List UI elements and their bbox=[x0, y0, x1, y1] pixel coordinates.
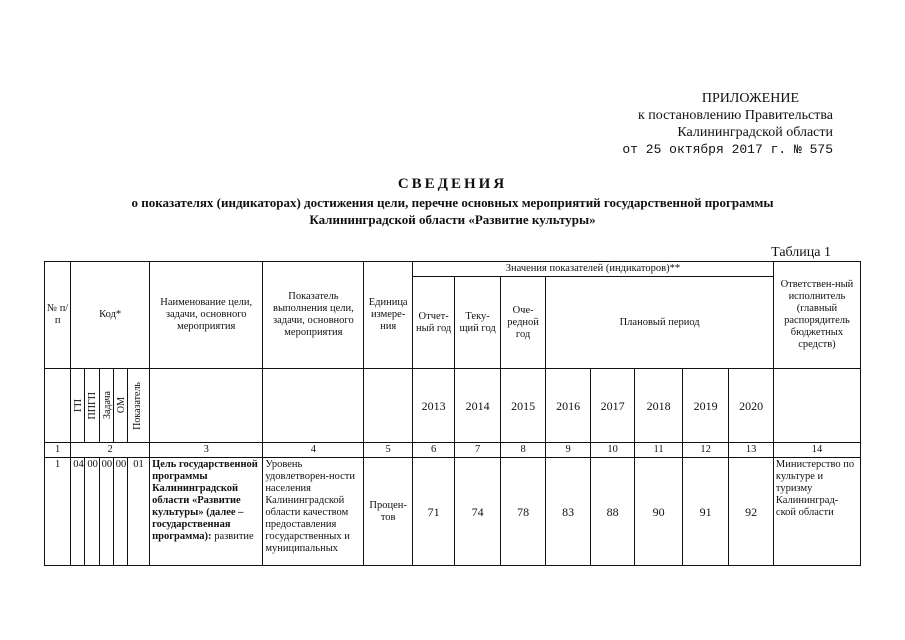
year-cell: 2015 bbox=[500, 369, 545, 443]
row-value: 91 bbox=[682, 458, 729, 566]
row-code-om: 00 bbox=[113, 458, 127, 566]
header-unit: Единица измере-ния bbox=[364, 262, 413, 369]
row-value: 71 bbox=[412, 458, 454, 566]
row-indicator: Уровень удовлетворен-ности населения Калининградской области качеством предоставления государственных и муниципальных bbox=[263, 458, 364, 566]
row-value: 90 bbox=[635, 458, 683, 566]
table-row bbox=[45, 458, 861, 566]
blank-cell bbox=[45, 369, 71, 443]
column-number: 2 bbox=[71, 443, 150, 458]
header-responsible: Ответствен-ный исполнитель (главный распорядитель бюджетных средств) bbox=[773, 262, 860, 369]
year-cell: 2019 bbox=[682, 369, 729, 443]
appendix-line-1: к постановлению Правительства bbox=[637, 108, 833, 123]
subtitle-line-2: Калининградской области «Развитие культуры» bbox=[309, 212, 596, 227]
appendix-block bbox=[622, 90, 833, 158]
header-reported-year: Отчет-ный год bbox=[412, 277, 454, 369]
appendix-title: ПРИЛОЖЕНИЕ bbox=[701, 91, 799, 106]
table-label: Таблица 1 bbox=[771, 245, 831, 260]
code-sub-indicator: Показатель bbox=[127, 369, 149, 443]
header-next-year: Оче-редной год bbox=[500, 277, 545, 369]
row-name-rest: развитие bbox=[211, 531, 254, 542]
code-sub-ppgp: ППГП bbox=[85, 369, 99, 443]
blank-cell bbox=[773, 369, 860, 443]
column-number: 9 bbox=[546, 443, 590, 458]
column-number: 13 bbox=[729, 443, 774, 458]
row-code-indicator: 01 bbox=[127, 458, 149, 566]
header-current-year: Теку-щий год bbox=[455, 277, 500, 369]
column-number: 7 bbox=[455, 443, 500, 458]
row-value: 74 bbox=[455, 458, 500, 566]
row-value: 83 bbox=[546, 458, 590, 566]
row-responsible: Министерство по культуре и туризму Калининград-ской области bbox=[773, 458, 860, 566]
code-sub-om: ОМ bbox=[113, 369, 127, 443]
year-cell: 2014 bbox=[455, 369, 500, 443]
year-cell: 2020 bbox=[729, 369, 774, 443]
appendix-date-line: от 25 октября 2017 г. № 575 bbox=[622, 142, 833, 157]
header-num: № п/п bbox=[45, 262, 71, 369]
row-num: 1 bbox=[45, 458, 71, 566]
code-sub-gp: ГП bbox=[71, 369, 85, 443]
document-subtitle bbox=[60, 194, 845, 228]
row-unit: Процен-тов bbox=[364, 458, 413, 566]
year-cell: 2018 bbox=[635, 369, 683, 443]
blank-cell bbox=[263, 369, 364, 443]
column-number: 6 bbox=[412, 443, 454, 458]
column-number: 10 bbox=[590, 443, 634, 458]
subtitle-line-1: о показателях (индикаторах) достижения цели, перечне основных мероприятий государственной программы bbox=[131, 195, 774, 210]
header-name: Наименование цели, задачи, основного мероприятия bbox=[150, 262, 263, 369]
row-value: 88 bbox=[590, 458, 634, 566]
column-number: 5 bbox=[364, 443, 413, 458]
header-code: Код* bbox=[71, 262, 150, 369]
column-number: 12 bbox=[682, 443, 729, 458]
year-cell: 2016 bbox=[546, 369, 590, 443]
year-cell: 2017 bbox=[590, 369, 634, 443]
row-code-gp: 04 bbox=[71, 458, 85, 566]
header-values-group: Значения показателей (индикаторов)** bbox=[412, 262, 773, 277]
document-title: СВЕДЕНИЯ bbox=[397, 176, 508, 192]
row-code-ppgp: 00 bbox=[85, 458, 99, 566]
column-number: 14 bbox=[773, 443, 860, 458]
header-indicator: Показатель выполнения цели, задачи, основного мероприятия bbox=[263, 262, 364, 369]
row-value: 92 bbox=[729, 458, 774, 566]
row-code-task: 00 bbox=[99, 458, 113, 566]
header-planning-period: Плановый период bbox=[546, 277, 774, 369]
row-name-bold: Цель государственной программы Калининградской области «Развитие культуры» (далее – государственная программа): bbox=[152, 459, 258, 542]
appendix-line-2: Калининградской области bbox=[677, 125, 833, 140]
indicators-table bbox=[44, 261, 861, 566]
column-number: 11 bbox=[635, 443, 683, 458]
year-cell: 2013 bbox=[412, 369, 454, 443]
code-sub-task: Задача bbox=[99, 369, 113, 443]
column-number: 8 bbox=[500, 443, 545, 458]
column-number: 3 bbox=[150, 443, 263, 458]
row-name bbox=[150, 458, 263, 566]
column-number: 4 bbox=[263, 443, 364, 458]
column-number: 1 bbox=[45, 443, 71, 458]
row-value: 78 bbox=[500, 458, 545, 566]
blank-cell bbox=[150, 369, 263, 443]
blank-cell bbox=[364, 369, 413, 443]
